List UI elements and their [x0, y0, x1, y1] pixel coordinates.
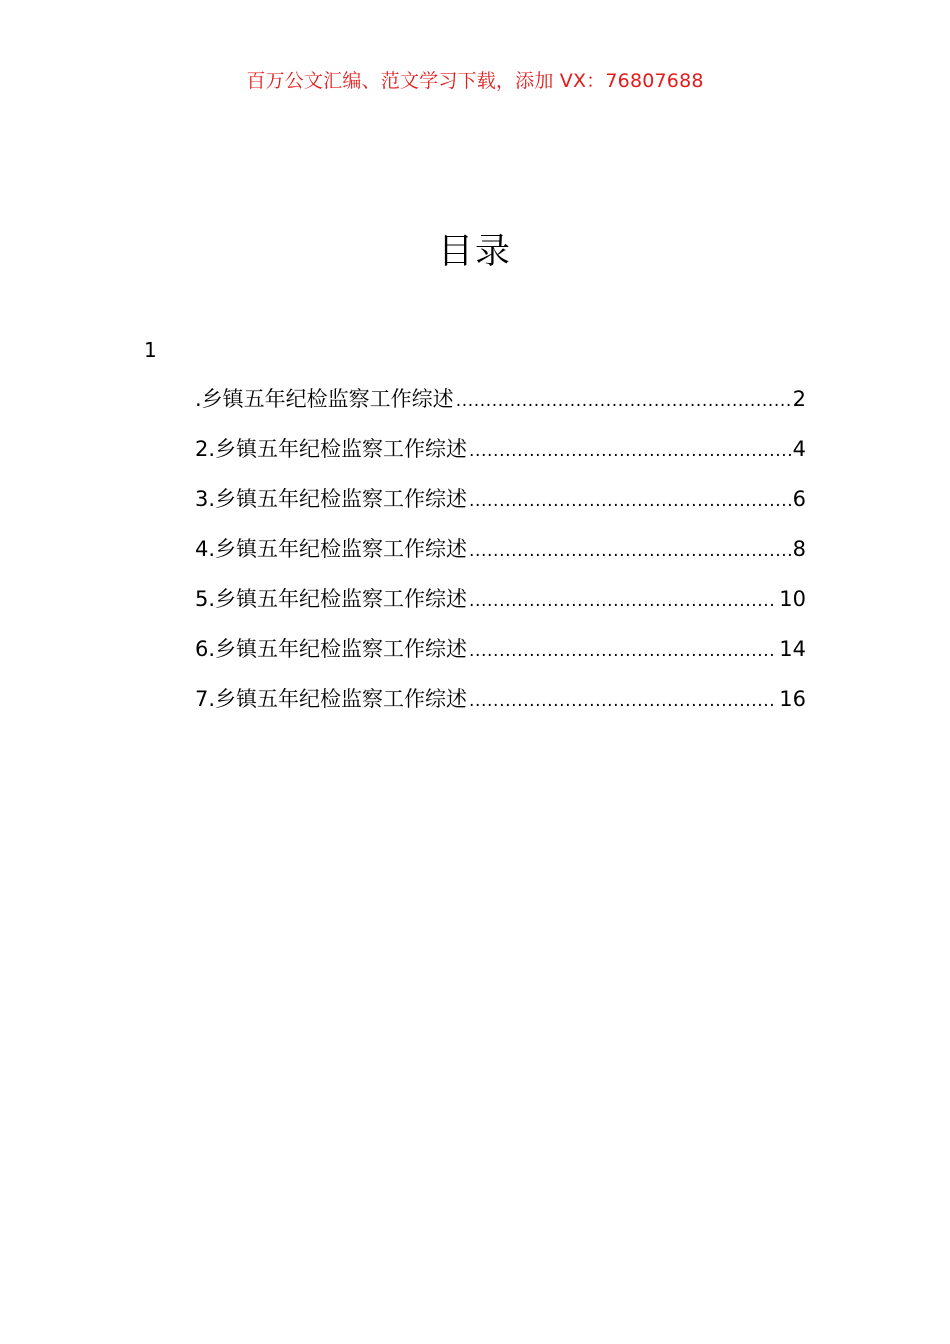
toc-dot-leader: [469, 434, 791, 468]
header-banner: 百万公文汇编、范文学习下载，添加 VX：76807688: [246, 70, 704, 92]
toc-entry-label: 5.乡镇五年纪检监察工作综述: [195, 587, 468, 611]
toc-page-number: 4: [792, 437, 806, 461]
toc-dot-leader: [456, 384, 791, 418]
toc-entry[interactable]: [195, 632, 806, 682]
toc-entry[interactable]: [195, 432, 806, 482]
toc-page-number: 10: [779, 587, 806, 611]
toc-page-number: 6: [792, 487, 806, 511]
toc-entry-label: 2.乡镇五年纪检监察工作综述: [195, 437, 468, 461]
toc-entry-label: 6.乡镇五年纪检监察工作综述: [195, 637, 468, 661]
toc-dot-leader: [469, 634, 777, 668]
toc-page-number: 2: [792, 387, 806, 411]
toc-dot-leader: [469, 684, 777, 718]
toc-page-number: 16: [779, 687, 806, 711]
toc-dot-leader: [469, 534, 791, 568]
toc-entry[interactable]: [195, 682, 806, 732]
toc-first-number: 1: [144, 338, 157, 362]
toc-entry-label: 4.乡镇五年纪检监察工作综述: [195, 537, 468, 561]
toc-page-number: 8: [792, 537, 806, 561]
toc-dot-leader: [469, 484, 791, 518]
toc-entry-label: .乡镇五年纪检监察工作综述: [195, 387, 454, 411]
toc-entry[interactable]: [195, 382, 806, 432]
toc-entry-label: 3.乡镇五年纪检监察工作综述: [195, 487, 468, 511]
toc-entry[interactable]: [195, 482, 806, 532]
toc-entry[interactable]: [195, 532, 806, 582]
toc-entry-label: 7.乡镇五年纪检监察工作综述: [195, 687, 468, 711]
toc-page-number: 14: [779, 637, 806, 661]
page-title: 目录: [437, 232, 512, 272]
toc-dot-leader: [469, 584, 777, 618]
table-of-contents: [195, 382, 806, 732]
toc-entry[interactable]: [195, 582, 806, 632]
